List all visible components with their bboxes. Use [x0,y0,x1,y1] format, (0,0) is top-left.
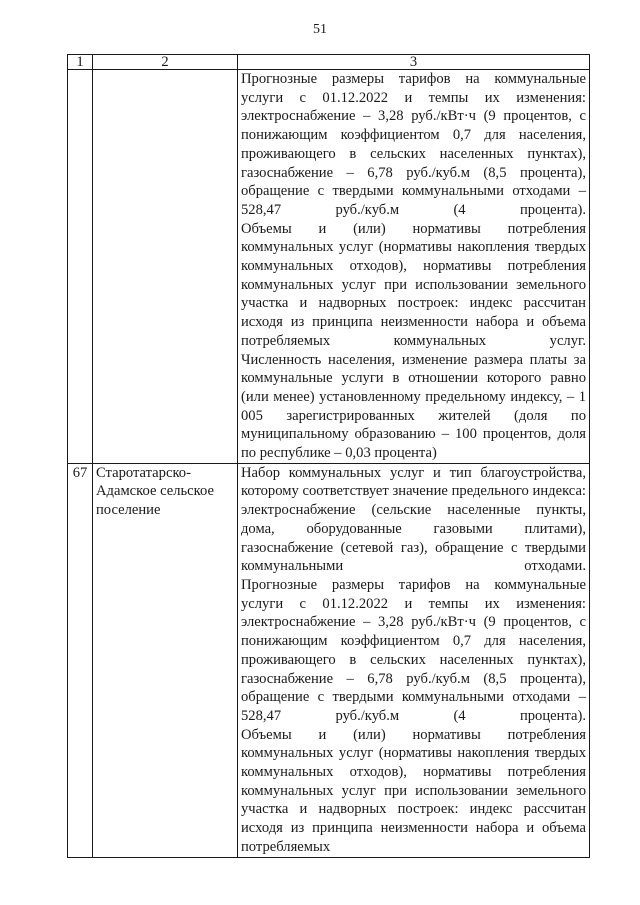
paragraph-tariffs: Прогнозные размеры тарифов на коммунальные услуги с 01.12.2022 и темпы их изменения: электроснабжение – 3,28 руб./кВт·ч (9 процентов, с понижающим коэффициентом 0,7 для населения, проживающего в сельских населенных пунктах), газоснабжение – 6,78 руб./куб.м (8,5 процента), обращение с твердыми коммунальными отходами – 528,47 руб./куб.м (4 процента). [241,71,586,218]
table-row [68,70,590,464]
paragraph-norms: Объемы и (или) нормативы потребления коммунальных услуг (нормативы накопления твердых коммунальных отходов), нормативы потребления коммунальных услуг при использовании земельного участка и надворных построек: индекс рассчитан исходя из принципа неизменности набора и объема потребляемых коммунальных услуг. [241,220,586,349]
settlement-name-cell [93,70,238,464]
document-table [67,54,590,858]
column-header-2: 2 [93,55,238,70]
paragraph-norms: Объемы и (или) нормативы потребления коммунальных услуг (нормативы накопления твердых коммунальных отходов), нормативы потребления коммунальных услуг при использовании земельного участка и надворных построек: индекс рассчитан исходя из принципа неизменности набора и объема потребляемых [241,726,586,855]
column-header-3: 3 [238,55,590,70]
paragraph-tariffs: Прогнозные размеры тарифов на коммунальные услуги с 01.12.2022 и темпы их изменения: электроснабжение – 3,28 руб./кВт·ч (9 процентов, с понижающим коэффициентом 0,7 для населения, проживающего в сельских населенных пунктах), газоснабжение – 6,78 руб./куб.м (8,5 процента), обращение с твердыми коммунальными отходами – 528,47 руб./куб.м (4 процента). [241,576,586,724]
row-number-cell: 67 [68,463,93,857]
description-cell [238,70,590,464]
table-header-row [68,55,590,70]
page-number: 51 [313,22,327,37]
paragraph-population: Численность населения, изменение размера платы за коммунальные услуги в отношении которого равно (или менее) установленному предельному индексу, – 1 005 зарегистрированных жителей (доля по муниципальному образованию – 100 процентов, доля по республике – 0,03 процента) [241,351,586,462]
table-row [68,463,590,857]
description-cell [238,463,590,857]
row-number-cell [68,70,93,464]
column-header-1: 1 [68,55,93,70]
paragraph-services-set: Набор коммунальных услуг и тип благоустройства, которому соответствует значение предельного индекса: электроснабжение (сельские населенные пункты, дома, оборудованные газовыми плитами), газоснабжение (сетевой газ), обращение с твердыми коммунальными отходами. [241,464,586,575]
settlement-name-cell: Старотатарско-Адамское сельское поселение [93,463,238,857]
